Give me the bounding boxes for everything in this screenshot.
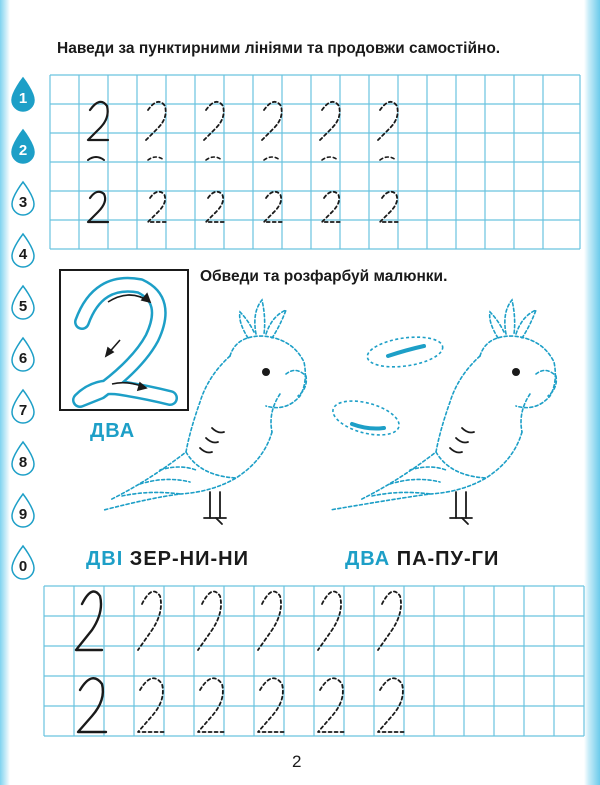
drop-digit-2-label: 2 — [18, 142, 28, 159]
page-number: 2 — [292, 752, 302, 771]
digit-word-label: ДВА — [90, 420, 136, 442]
drop-digit-1-label: 1 — [18, 90, 28, 107]
drop-digit-9-label: 9 — [18, 506, 28, 523]
drop-digit-3-label: 3 — [18, 194, 28, 211]
drop-digit-5-label: 5 — [18, 298, 28, 315]
instruction-trace-color: Обведи та розфарбуй малюнки. — [200, 268, 448, 285]
caption-parrots-rest: ПА-ПУ-ГИ — [390, 548, 500, 570]
bottom-row2-digits — [78, 678, 406, 732]
caption-seeds-accent: ДВІ — [86, 548, 124, 570]
drop-digit-8-label: 8 — [18, 454, 28, 471]
drop-digit-7-label: 7 — [18, 402, 28, 419]
caption-seeds-rest: ЗЕР-НИ-НИ — [123, 548, 249, 570]
instruction-trace-lines: Наведи за пунктирними лініями та продовжи самостійно. — [57, 40, 501, 57]
drop-digit-4-label: 4 — [18, 246, 28, 263]
drop-digit-0-label: 0 — [18, 558, 28, 575]
caption-parrots-accent: ДВА — [345, 548, 391, 570]
bottom-row1-digits — [76, 592, 401, 651]
drop-digit-6-label: 6 — [18, 350, 28, 367]
